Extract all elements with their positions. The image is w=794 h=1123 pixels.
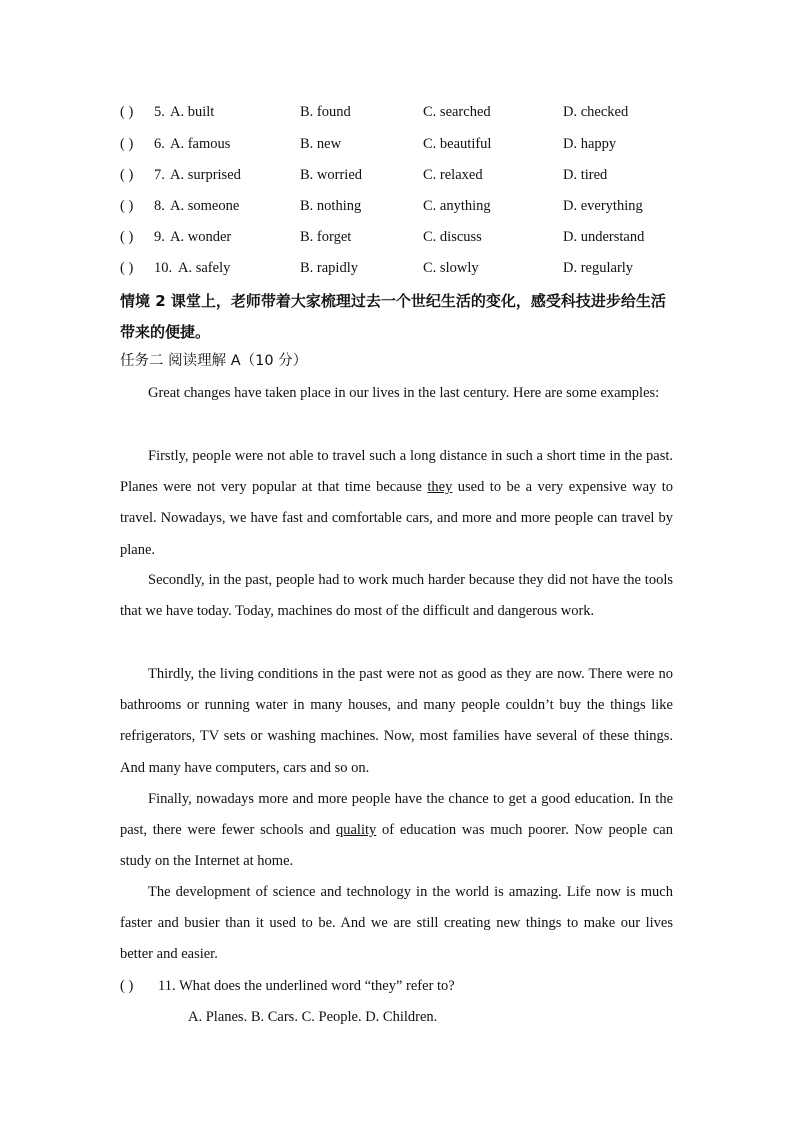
option-c: C. searched bbox=[423, 104, 491, 120]
answer-blank[interactable]: ( ) bbox=[120, 198, 134, 214]
answer-blank[interactable]: ( ) bbox=[120, 229, 134, 245]
option-a-text: A. built bbox=[170, 104, 215, 120]
answer-blank[interactable]: ( ) bbox=[120, 136, 134, 152]
option-a: 9. bbox=[154, 229, 165, 245]
answer-blank[interactable]: ( ) bbox=[120, 978, 134, 994]
task-heading: 任务二 阅读理解 A（10 分） bbox=[120, 353, 308, 369]
option-c: C. discuss bbox=[423, 229, 482, 245]
option-d: D. understand bbox=[563, 229, 645, 245]
option-c: C. beautiful bbox=[423, 136, 492, 152]
option-b: B. rapidly bbox=[300, 260, 358, 276]
question-stem: 11. What does the underlined word “they” refer to? bbox=[158, 978, 455, 994]
option-c: C. anything bbox=[423, 198, 491, 214]
option-d: D. everything bbox=[563, 198, 643, 214]
option-d: D. happy bbox=[563, 136, 617, 152]
passage-paragraph-3: Secondly, in the past, people had to work much harder because they did not have the tools that we have today. Today, machines do most of the difficult and dangerous work. bbox=[120, 572, 673, 620]
option-a-text: A. surprised bbox=[170, 167, 241, 183]
passage-paragraph-4: Thirdly, the living conditions in the past were not as good as they are now. There were no bathrooms or running water in many houses, and many people couldn’t buy the things like refrigerators, TV sets or washing machines. Now, most families have several of these things. And many have computers, cars and so on. bbox=[120, 666, 673, 776]
answer-blank[interactable]: ( ) bbox=[120, 167, 134, 183]
answer-blank[interactable]: ( ) bbox=[120, 104, 134, 120]
paragraph-text: used to be a very expensive way to travel. Nowadays, we have fast and comfortable cars, and more and more people can travel by plane. bbox=[120, 479, 673, 558]
option-d: D. regularly bbox=[563, 260, 634, 276]
option-c: C. relaxed bbox=[423, 167, 483, 183]
paragraph-text: Firstly, people were not able to travel such a long distance in such a short time in the past. Planes were not very popular at that time because bbox=[120, 448, 673, 496]
paragraph-text: of education was much poorer. Now people can study on the Internet at home. bbox=[120, 822, 673, 870]
option-a: 6. bbox=[154, 136, 165, 152]
option-a: 5. bbox=[154, 104, 165, 120]
option-b: B. new bbox=[300, 136, 342, 152]
option-a: 8. bbox=[154, 198, 165, 214]
option-a: 10. bbox=[154, 260, 173, 276]
passage-paragraph-5 bbox=[120, 784, 673, 878]
option-c: C. slowly bbox=[423, 260, 479, 276]
paragraph-text: Finally, nowadays more and more people have the chance to get a good education. In the past, there were fewer schools and bbox=[120, 791, 673, 839]
option-b: B. forget bbox=[300, 229, 352, 245]
option-a-text: A. famous bbox=[170, 136, 231, 152]
option-a: 7. bbox=[154, 167, 165, 183]
option-b: B. found bbox=[300, 104, 351, 120]
option-a-text: A. safely bbox=[178, 260, 231, 276]
option-a-text: A. someone bbox=[170, 198, 240, 214]
option-b: B. worried bbox=[300, 167, 363, 183]
passage-paragraph-2 bbox=[120, 441, 673, 566]
underlined-word-quality: quality bbox=[335, 822, 377, 839]
option-d: D. tired bbox=[563, 167, 608, 183]
answer-blank[interactable]: ( ) bbox=[120, 260, 134, 276]
underlined-word-they: they bbox=[427, 479, 453, 496]
option-a-text: A. wonder bbox=[170, 229, 232, 245]
scenario-heading: 情境 2 课堂上，老师带着大家梳理过去一个世纪生活的变化，感受科技进步给生活带来的便捷。 bbox=[120, 292, 666, 341]
option-d: D. checked bbox=[563, 104, 629, 120]
passage-paragraph-1: Great changes have taken place in our lives in the last century. Here are some examples: bbox=[148, 385, 660, 401]
question-11-options: A. Planes. B. Cars. C. People. D. Children. bbox=[188, 1009, 438, 1025]
passage-paragraph-6: The development of science and technology in the world is amazing. Life now is much faster and busier than it used to be. And we are still creating new things to make our lives better and easier. bbox=[120, 884, 673, 963]
option-b: B. nothing bbox=[300, 198, 362, 214]
